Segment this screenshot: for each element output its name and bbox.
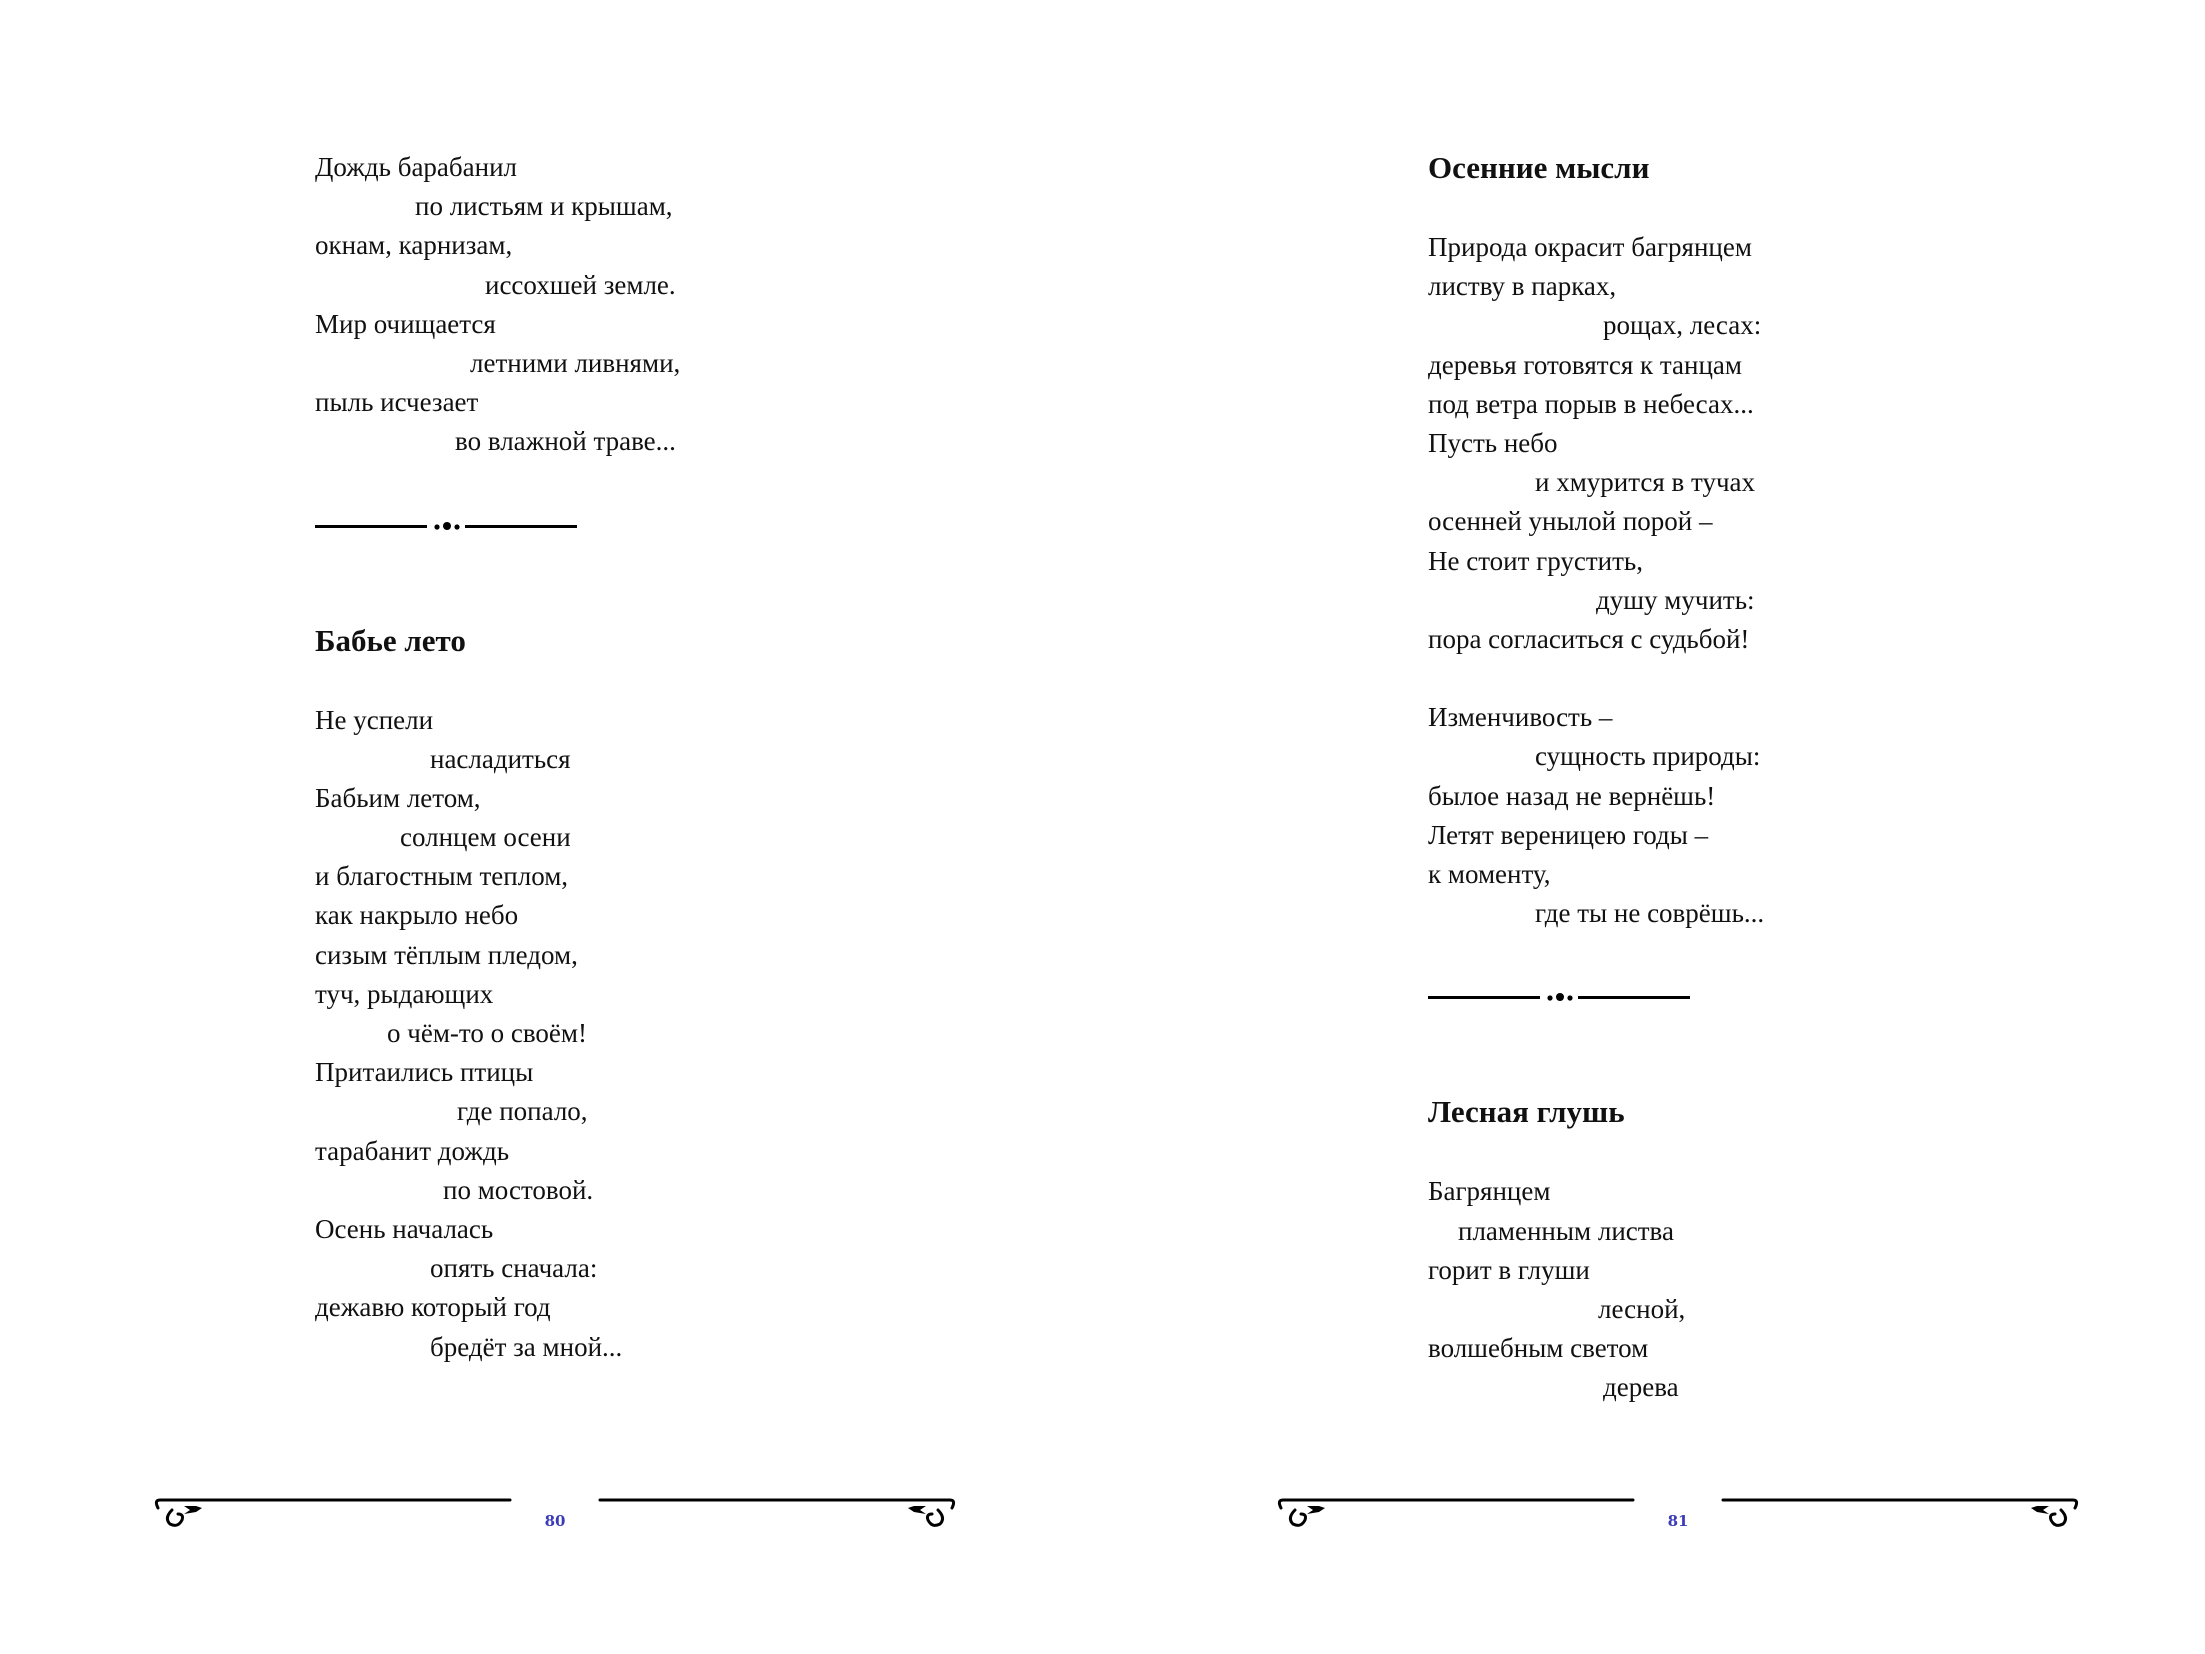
poem-line: Бабьим летом, — [315, 782, 481, 813]
poem-line: где попало, — [457, 1096, 588, 1127]
poem-stanza-2 — [1428, 698, 1764, 933]
poem-line: Не стоит грустить, — [1428, 545, 1643, 576]
poem-line: Пусть небо — [1428, 427, 1558, 458]
poem-line: летними ливнями, — [470, 347, 681, 378]
poem-line: волшебным светом — [1428, 1333, 1649, 1364]
poem-line: опять сначала: — [430, 1253, 598, 1284]
poem-continuation — [315, 148, 680, 462]
right-page — [1103, 0, 2205, 1654]
left-page — [0, 0, 1102, 1654]
poem-line: пора согласиться с судьбой! — [1428, 623, 1750, 654]
poem-title: Бабье лето — [315, 622, 466, 658]
page-number: 80 — [544, 1512, 566, 1530]
poem-line: пламенным листва — [1458, 1215, 1674, 1246]
poem-title: Осенние мысли — [1428, 150, 1650, 185]
poem-line: листву в парках, — [1428, 271, 1617, 302]
poem-line: иссохшей земле. — [485, 269, 676, 300]
poem-line: к моменту, — [1428, 859, 1551, 889]
poem-line: деревья готовятся к танцам — [1428, 349, 1742, 380]
left-text-column — [315, 148, 680, 1367]
separator-dots-icon — [432, 519, 462, 533]
poem-body — [1428, 1172, 1764, 1407]
poem-line: Природа окрасит багрянцем — [1428, 232, 1752, 262]
poem-line: во влажной траве... — [455, 426, 676, 457]
poem-title: Лесная глушь — [1428, 1094, 1625, 1130]
poem-line: лесной, — [1598, 1293, 1686, 1324]
poem-line: и хмурится в тучах — [1535, 467, 1756, 498]
poem-line: по мостовой. — [443, 1174, 594, 1205]
poem-line: Изменчивость – — [1428, 702, 1613, 733]
poem-line: горит в глуши — [1428, 1254, 1590, 1285]
poem-line: дежавю который год — [315, 1292, 551, 1323]
section-separator — [315, 516, 577, 536]
poem-line: Багрянцем — [1428, 1176, 1551, 1207]
poem-line: где ты не соврёшь... — [1535, 898, 1765, 929]
poem-line: под ветра порыв в небесах... — [1428, 388, 1754, 419]
poem-line: бредёт за мной... — [430, 1331, 623, 1362]
poem-stanza-1 — [1428, 228, 1764, 659]
poem-line: осенней унылой порой – — [1428, 506, 1713, 537]
poem-line: и благостным теплом, — [315, 861, 569, 892]
poem-line: рощах, лесах: — [1603, 310, 1762, 341]
footer-ornament — [150, 1488, 960, 1548]
poem-line: солнцем осени — [400, 822, 571, 853]
poem-line: пыль исчезает — [315, 387, 479, 418]
footer-ornament — [1273, 1488, 2083, 1548]
poem-line: сущность природы: — [1535, 741, 1761, 772]
section-separator — [1428, 987, 1690, 1007]
poem-line: Не успели — [315, 704, 434, 735]
poem-line: Летят вереницею годы – — [1428, 819, 1709, 850]
poem-line: Осень началась — [315, 1213, 494, 1244]
poem-line: Мир очищается — [315, 308, 496, 339]
poem-line: как накрыло небо — [315, 900, 519, 931]
poem-line: дерева — [1603, 1372, 1679, 1403]
poem-line: тарабанит дождь — [315, 1135, 510, 1166]
poem-line: былое назад не вернёшь! — [1428, 780, 1716, 811]
poem-body — [315, 701, 680, 1367]
poem-line: окнам, карнизам, — [315, 230, 513, 261]
poem-line: туч, рыдающих — [315, 978, 494, 1009]
separator-dots-icon — [1545, 990, 1575, 1004]
poem-line: Притаились птицы — [315, 1057, 534, 1088]
poem-line: душу мучить: — [1596, 584, 1755, 615]
right-text-column — [1428, 148, 1764, 1408]
poem-line: насладиться — [430, 743, 571, 774]
poem-line: сизым тёплым пледом, — [315, 939, 578, 970]
poem-line: по листьям и крышам, — [415, 191, 673, 222]
page-number: 81 — [1667, 1512, 1689, 1530]
poem-line: Дождь барабанил — [315, 152, 517, 182]
poem-line: о чём-то о своём! — [387, 1018, 587, 1048]
